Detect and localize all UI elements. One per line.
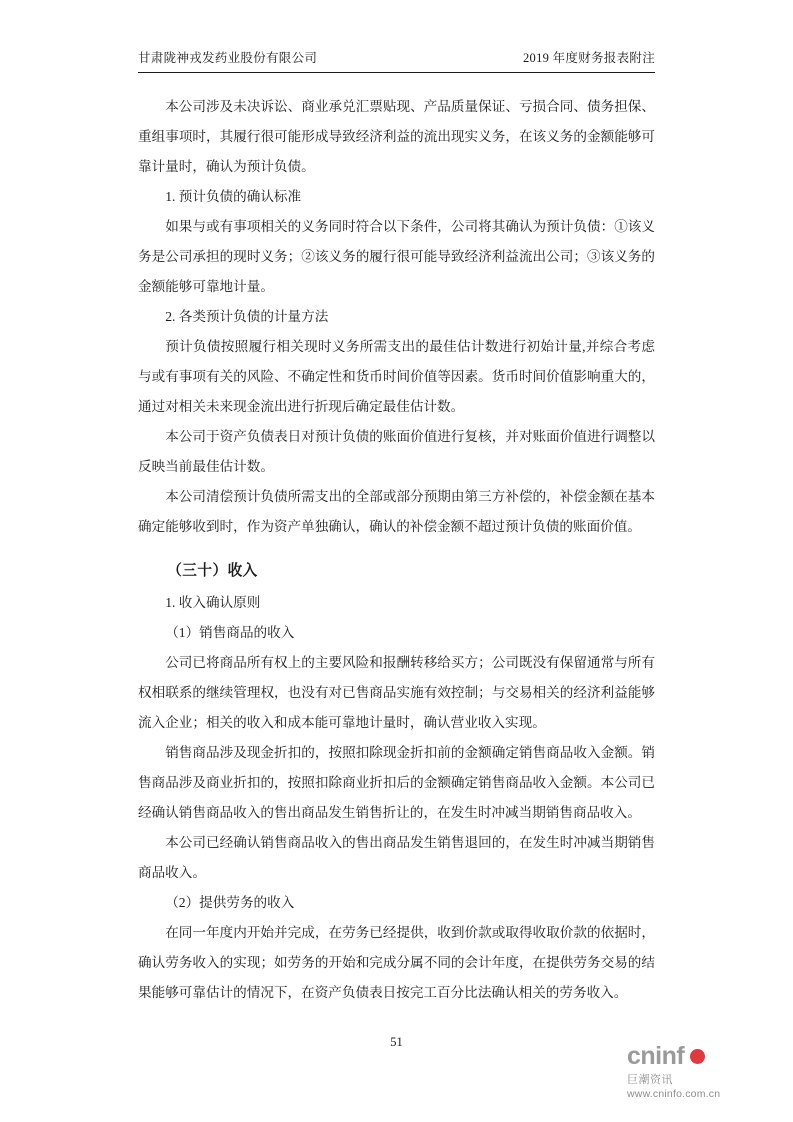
paragraph: 本公司涉及未决诉讼、商业承兑汇票贴现、产品质量保证、亏损合同、债务担保、重组事项时，其履行很可能形成导致经济利益的流出现实义务，在该义务的金额能够可靠计量时，确认为预计负债。	[138, 99, 655, 174]
paragraph: 公司已将商品所有权上的主要风险和报酬转移给买方；公司既没有保留通常与所有权相联系的继续管理权，也没有对已售商品实施有效控制；与交易相关的经济利益能够流入企业；相关的收入和成本能可靠地计量时，确认营业收入实现。	[138, 655, 655, 730]
paragraph: 2. 各类预计负债的计量方法	[165, 309, 329, 324]
page-number: 51	[390, 1035, 403, 1049]
paragraph: 销售商品涉及现金折扣的，按照扣除现金折扣前的金额确定销售商品收入金额。销售商品涉及商业折扣的，按照扣除商业折扣后的金额确定销售商品收入金额。本公司已经确认销售商品收入的售出商品发生销售折让的，在发生时冲减当期销售商品收入。	[138, 745, 655, 820]
paragraph: 1. 预计负债的确认标准	[165, 189, 302, 204]
cninfo-logo	[627, 1044, 757, 1100]
header-company-name: 甘肃陇神戎发药业股份有限公司	[138, 51, 318, 65]
paragraph: （1）销售商品的收入	[165, 625, 295, 640]
logo-wordmark: cninf	[627, 1042, 685, 1070]
paragraph: 1. 收入确认原则	[165, 595, 261, 610]
paragraph: （2）提供劳务的收入	[165, 895, 295, 910]
logo-subtitle: 巨潮资讯	[627, 1074, 673, 1086]
paragraph: 本公司于资产负债表日对预计负债的账面价值进行复核，并对账面价值进行调整以反映当前最佳估计数。	[138, 429, 655, 474]
document-content	[138, 92, 655, 1008]
logo-url: www.cninfo.com.cn	[627, 1088, 721, 1100]
logo-dot-icon	[690, 1049, 705, 1064]
paragraph: 预计负债按照履行相关现时义务所需支出的最佳估计数进行初始计量,并综合考虑与或有事项有关的风险、不确定性和货币时间价值等因素。货币时间价值影响重大的，通过对相关未来现金流出进行折现后确定最佳估计数。	[138, 339, 655, 414]
logo-mark	[627, 1044, 757, 1069]
header-document-title: 2019 年度财务报表附注	[522, 51, 655, 65]
paragraph: 如果与或有事项相关的义务同时符合以下条件，公司将其确认为预计负债：①该义务是公司承担的现时义务；②该义务的履行很可能导致经济利益流出公司；③该义务的金额能够可靠地计量。	[138, 219, 655, 294]
paragraph: 本公司清偿预计负债所需支出的全部或部分预期由第三方补偿的，补偿金额在基本确定能够收到时，作为资产单独确认，确认的补偿金额不超过预计负债的账面价值。	[138, 489, 655, 534]
paragraph: 本公司已经确认销售商品收入的售出商品发生销售退回的，在发生时冲减当期销售商品收入。	[138, 835, 655, 880]
paragraph: 在同一年度内开始并完成，在劳务已经提供，收到价款或取得收取价款的依据时，确认劳务收入的实现；如劳务的开始和完成分属不同的会计年度，在提供劳务交易的结果能够可靠估计的情况下，在资产负债表日按完工百分比法确认相关的劳务收入。	[138, 925, 655, 1000]
header-divider	[138, 72, 655, 73]
section-heading: （三十）收入	[167, 563, 258, 579]
page-header	[138, 48, 655, 66]
